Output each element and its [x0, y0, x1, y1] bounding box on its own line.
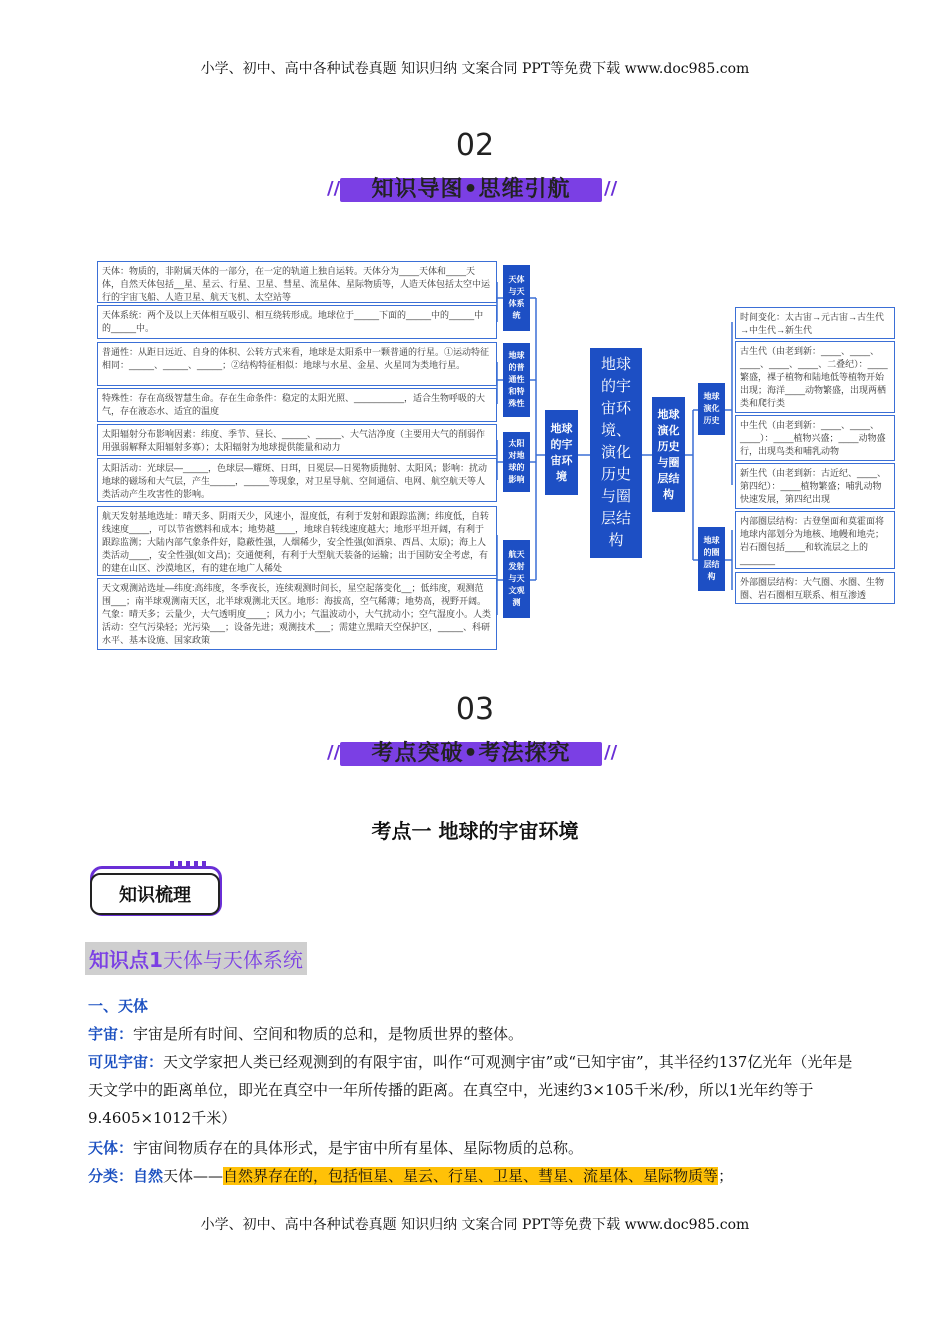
body-label: 天体：	[88, 1139, 134, 1157]
section2-number: 02	[455, 128, 495, 163]
mindmap-sub-celestial: 天体与天体系统	[503, 265, 530, 331]
slash-deco-right-2: //	[604, 742, 618, 763]
class-natural: 自然	[133, 1167, 164, 1185]
mindmap-box-ordinary: 普通性：从距日远近、自身的体积、公转方式来看，地球是太阳系中一颗普通的行星。①运动特征相同：_____、_____、_____；②结构特征相似：地球与水星、金星、火星同为类地行星。	[97, 342, 497, 386]
class-end: ；	[718, 1167, 734, 1185]
section3-number: 03	[455, 692, 495, 727]
class-label: 分类：	[88, 1167, 134, 1185]
mindmap-sub-layers: 地球的圈层结构	[698, 527, 725, 591]
para-celestial-body	[88, 1134, 868, 1162]
para-classification	[88, 1162, 878, 1190]
class-mid: 天体——	[163, 1167, 224, 1185]
mindmap-box-timeline: 时间变化：太古宙→元古宙→古生代→中生代→新生代	[735, 307, 895, 339]
para-universe	[88, 1020, 868, 1048]
badge-decoration	[170, 861, 210, 869]
mindmap-center-node: 地球的宇宙环境、演化历史与圈层结构	[590, 348, 642, 558]
mindmap-box-special: 特殊性：存在高级智慧生命。存在生命条件：稳定的太阳光照、__________，适合生物呼吸的大气，存在液态水、适宜的温度	[97, 388, 497, 422]
section3-number-wrap	[425, 692, 525, 727]
mindmap-box-radiation: 太阳辐射分布影响因素：纬度、季节、昼长、_____、_____、大气洁净度（主要用大气的削弱作用强弱解释太阳辐射多寡）；太阳辐射为地球提供能量和动力	[97, 424, 497, 456]
knowledge-point-header	[85, 942, 307, 975]
mindmap-box-outer-layers: 外部圈层结构：大气圈、水圈、生物圈、岩石圈相互联系、相互渗透	[735, 572, 895, 604]
page-header: 小学、初中、高中各种试卷真题 知识归纳 文案合同 PPT等免费下载 www.doc985.com	[200, 61, 750, 77]
para-visible-universe	[88, 1048, 863, 1132]
knowledge-point-label: 知识点1	[89, 948, 163, 972]
mindmap-right-main: 地球演化历史与圈层结构	[652, 397, 685, 512]
universe-label: 宇宙：	[88, 1025, 134, 1043]
slash-deco-left: //	[327, 178, 341, 199]
visible-label: 可见宇宙：	[88, 1053, 164, 1071]
mindmap-box-launch: 航天发射基地选址：晴天多、阴雨天少，风速小，湿度低，有利于发射和跟踪监测；纬度低，自转线速度____，可以节省燃料和成本；地势越____，地球自转线速度越大；地形平坦开阔，有利于跟踪监测；大陆内部气象条件好，隐蔽性强，人烟稀少，安全性强(如酒泉、西昌、太原)；海上人类活动____，安全性强(如文昌)；交通便利，有利于大型航天装备的运输；出于国防安全考虑，有的建在山区、沙漠地区，有的建在地广人稀处	[97, 506, 497, 576]
body-text: 宇宙间物质存在的具体形式，是宇宙中所有星体、星际物质的总称。	[133, 1139, 584, 1157]
mindmap-sub-evolution: 地球演化历史	[698, 383, 725, 435]
mindmap-box-cenozoic: 新生代（由老到新：古近纪、____、第四纪）：____植物繁盛；哺乳动物快速发展，第四纪出现	[735, 463, 895, 509]
class-highlight: 自然界存在的，包括恒星、星云、行星、卫星、彗星、流星体、星际物质等	[223, 1167, 719, 1185]
mindmap-box-inner-layers: 内部圈层结构：古登堡面和莫霍面将地球内部划分为地核、地幔和地壳；岩石圈包括____和软流层之上的_______	[735, 511, 895, 569]
slash-deco-right: //	[604, 178, 618, 199]
mindmap-sub-space-launch: 航天发射与天文观测	[503, 540, 530, 618]
visible-text: 天文学家把人类已经观测到的有限宇宙，叫作“可观测宇宙”或“已知宇宙”，其半径约137亿光年（光年是天文学中的距离单位，即光在真空中一年所传播的距离。在真空中，光速约3×105千米/秒，所以1光年约等于9.4605×1012千米）	[88, 1053, 853, 1127]
universe-text: 宇宙是所有时间、空间和物质的总和，是物质世界的整体。	[133, 1025, 524, 1043]
mindmap-box-celestial: 天体：物质的，非附属天体的一部分，在一定的轨道上独自运转。天体分为____天体和____天体，自然天体包括__星、星云、行星、卫星、彗星、流星体、星际物质等，人造天体包括太空中运行的宇宙飞船、人造卫星、航天飞机、太空站等	[97, 261, 497, 303]
knowledge-point-title: 天体与天体系统	[162, 948, 303, 972]
badge-label: 知识梳理	[90, 873, 220, 915]
heading-celestial: 一、天体	[88, 997, 149, 1015]
section-badge	[90, 866, 222, 916]
mindmap-sub-sun-effects: 太阳对地球的影响	[503, 432, 530, 492]
section2-title: 知识导图•思维引航	[371, 177, 571, 202]
mindmap-box-activity: 太阳活动：光球层—_____，色球层—耀斑、日珥，日冕层—日冕物质抛射、太阳风；影响：扰动地球的磁场和大气层，产生_____，_____等现象，对卫星导航、空间通信、电网、航空航天等人类活动产生攻害性的影响。	[97, 458, 497, 502]
slash-deco-left-2: //	[327, 742, 341, 763]
kaodian-title: 考点一 地球的宇宙环境	[371, 819, 579, 843]
mindmap-box-mesozoic: 中生代（由老到新：____、____、____）：____植物兴盛；____动物盛行，出现鸟类和哺乳动物	[735, 415, 895, 461]
page-footer: 小学、初中、高中各种试卷真题 知识归纳 文案合同 PPT等免费下载 www.doc985.com	[200, 1217, 750, 1233]
mindmap-sub-earth-traits: 地球的普通性和特殊性	[503, 343, 530, 417]
section3-title: 考点突破•考法探究	[371, 741, 571, 766]
mindmap-box-observatory: 天文观测站选址—纬度:高纬度，冬季夜长，连续观测时间长，星空起落变化__；低纬度，观测范围___；南半球观测南天区，北半球观测北天区。地形：海拔高，空气稀薄；地势高，视野开阔。气象：晴天多；云量少，大气透明度____；风力小；气温波动小，大气扰动小；空气湿度小。人类活动：空气污染轻；光污染___；设备先进；观测技术___；需建立黑暗天空保护区，_____、科研水平、基本设施、国家政策	[97, 578, 497, 650]
mindmap-box-system: 天体系统：两个及以上天体相互吸引、相互绕转形成。地球位于_____下面的_____中的_____中的_____中。	[97, 305, 497, 339]
mindmap-left-main: 地球的宇宙环境	[545, 410, 578, 495]
mindmap-box-paleozoic: 古生代（由老到新：____、____、____、____、____、二叠纪）：____繁盛，裸子植物和陆地低等植物开始出现；海洋____动物繁盛，出现两栖类和爬行类	[735, 341, 895, 413]
